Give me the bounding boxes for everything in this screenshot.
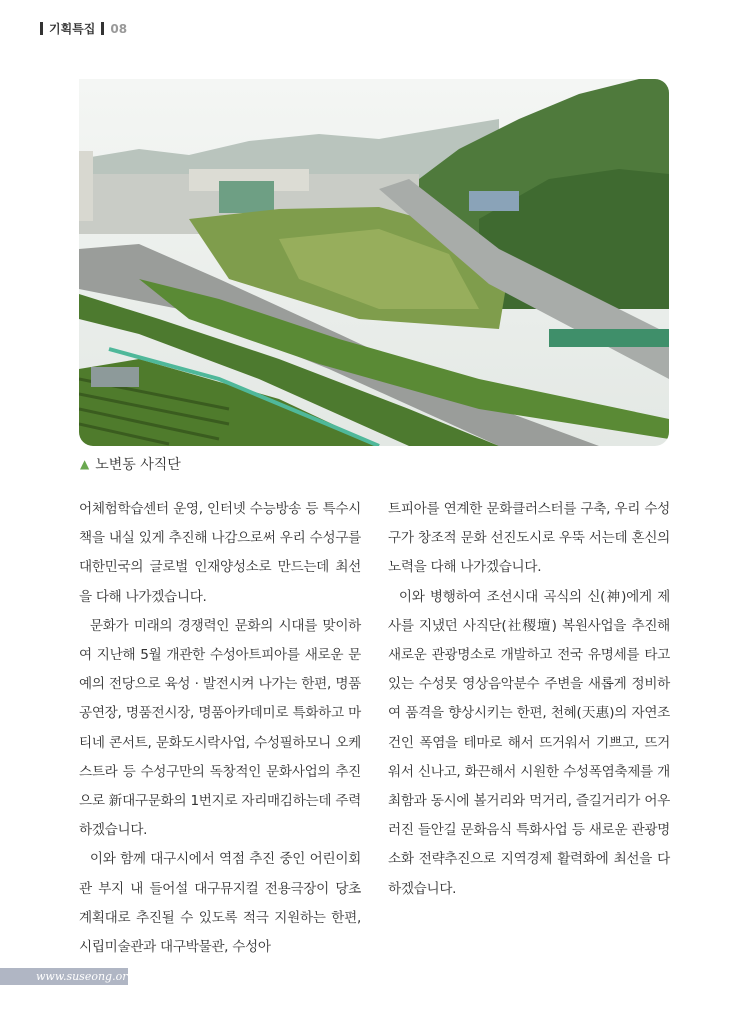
section-title: 기획특집 [49,22,96,36]
header-bar-left [40,22,43,35]
photo-caption [80,454,181,474]
footer-url: www.suseong.org [36,970,135,983]
right-column [388,495,670,904]
paragraph: 트피아를 연계한 문화클러스터를 구축, 우리 수성구가 창조적 문화 선진도시로 우뚝 서는데 혼신의 노력을 다해 나가겠습니다. [388,501,670,576]
footer-bar [0,968,135,985]
page-header [40,20,127,37]
feature-photo [79,79,669,446]
paragraph: 어체험학습센터 운영, 인터넷 수능방송 등 특수시책을 내실 있게 추진해 나감으로써 우리 수성구를 대한민국의 글로벌 인재양성소로 만드는데 최선을 다해 나가겠습니다. [79,501,361,605]
paragraph: 이와 병행하여 조선시대 곡식의 신(神)에게 제사를 지냈던 사직단(社稷壇) 복원사업을 추진해 새로운 관광명소로 개발하고 전국 유명세를 타고 있는 수성못 영상음악분수 주변을 새롭게 정비하여 품격을 향상시키는 한편, 천혜(天惠)의 자연조건인 폭염을 테마로 해서 뜨거워서 기쁘고, 뜨거워서 신나고, 화끈해서 시원한 수성폭염축제를 개최함과 동시에 볼거리와 먹거리, 즐길거리가 어우러진 들안길 문화음식 특화사업 등 새로운 관광명소화 전략추진으로 지역경제 활력화에 최선을 다하겠습니다. [388,588,670,897]
triangle-icon: ▲ [80,457,90,471]
left-column [79,495,361,962]
paragraph: 문화가 미래의 경쟁력인 문화의 시대를 맞이하여 지난해 5월 개관한 수성아트피아를 새로운 문예의 전당으로 육성 · 발전시켜 나가는 한편, 명품공연장, 명품전시장, 명품아카데미로 특화하고 마티네 콘서트, 문화도시락사업, 수성필하모니 오케스트라 등 수성구만의 독창적인 문화사업의 추진으로 新대구문화의 1번지로 자리매김하는데 주력하겠습니다. [79,617,361,839]
paragraph: 이와 함께 대구시에서 역점 추진 중인 어린이회관 부지 내 들어설 대구뮤지컬 전용극장이 당초 계획대로 추진될 수 있도록 적극 지원하는 한편, 시립미술관과 대구박물관, 수성아 [79,851,361,956]
caption-text: 노변동 사직단 [95,457,181,473]
page-number: 08 [110,21,128,36]
header-bar-right [101,22,104,35]
landscape-photo [79,79,669,446]
